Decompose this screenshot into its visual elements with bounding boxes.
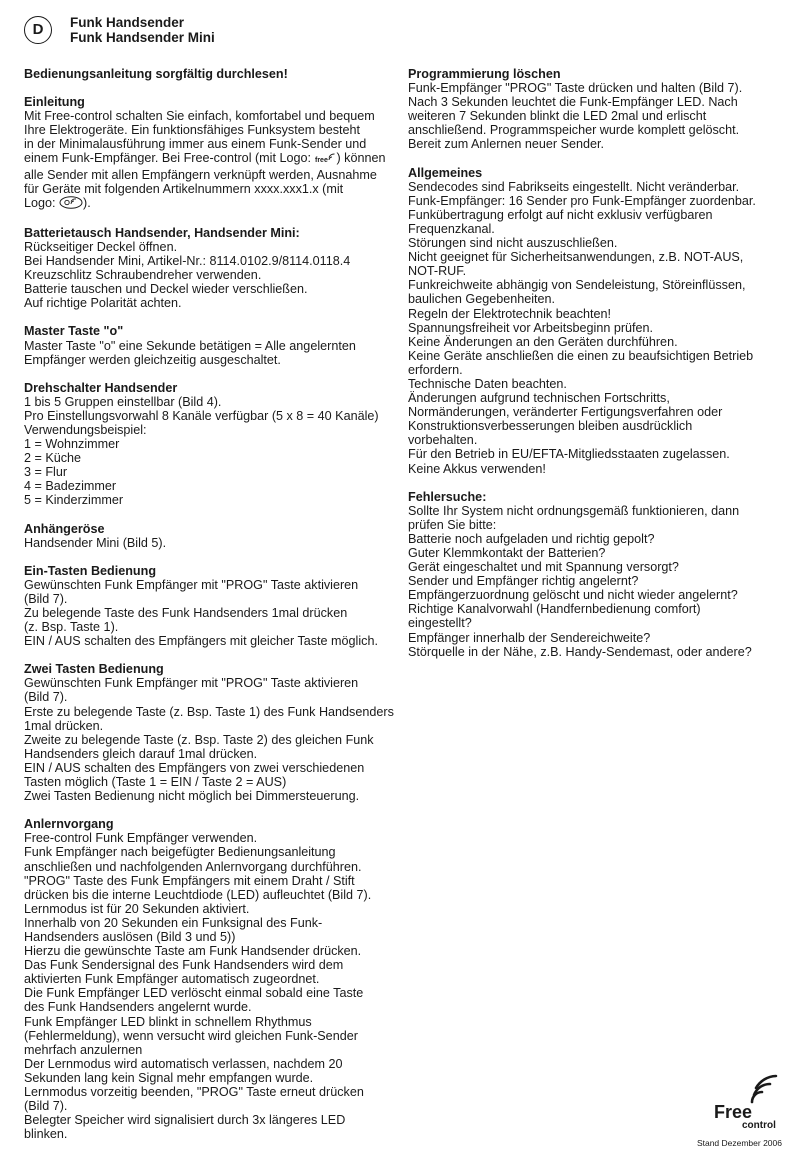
text-line: Empfängerzuordnung gelöscht und nicht wieder angelernt? — [408, 588, 738, 603]
text-line: Rückseitiger Deckel öffnen. — [24, 239, 178, 254]
text-line: Störungen sind nicht auszuschließen. — [408, 236, 618, 251]
free-control-logo — [712, 1072, 778, 1132]
text-line: blinken. — [24, 1127, 68, 1142]
text-line: Zu belegende Taste des Funk Handsenders 1mal drücken — [24, 606, 348, 620]
title-handsender-mini: Funk Handsender Mini — [70, 30, 215, 45]
text-line: anschließend. Programmspeicher wurde komplett gelöscht. — [408, 123, 740, 138]
section-heading: Allgemeines — [408, 165, 483, 180]
text-fragment: ) können — [336, 151, 386, 166]
text-line: weiteren 7 Sekunden blinkt die LED 2mal und erlischt — [408, 109, 707, 124]
text-line: Regeln der Elektrotechnik beachten! — [408, 306, 612, 321]
section-heading: Einleitung — [24, 95, 85, 110]
text-line: Bereit zum Anlernen neuer Sender. — [408, 137, 605, 152]
text-line: Nicht geeignet für Sicherheitsanwendungen, z.B. NOT-AUS, — [408, 250, 744, 265]
text-line: Zweite zu belegende Taste (z. Bsp. Taste 2) des gleichen Funk — [24, 732, 374, 747]
text-line: prüfen Sie bitte: — [408, 517, 497, 532]
text-line: NOT-RUF. — [408, 264, 467, 279]
text-line: vorbehalten. — [408, 433, 478, 448]
text-line: Spannungsfreiheit vor Arbeitsbeginn prüfen. — [408, 320, 654, 335]
text-line: Funk Empfänger nach beigefügter Bedienungsanleitung — [24, 845, 336, 860]
text-line: Zwei Tasten Bedienung nicht möglich bei Dimmersteuerung. — [24, 789, 360, 804]
text-line: Mit Free-control schalten Sie einfach, komfortabel und bequem — [24, 109, 375, 124]
text-line: Sendecodes sind Fabrikseits eingestellt. Nicht veränderbar. — [408, 179, 740, 194]
text-line: (Fehlermeldung), wenn versucht wird gleichen Funk-Sender — [24, 1028, 358, 1043]
section-heading: Programmierung löschen — [408, 67, 561, 81]
text-line: Batterie noch aufgeladen und richtig gepolt? — [408, 531, 655, 546]
text-line: Konstruktionsverbesserungen bleiben ausdrücklich — [408, 419, 693, 434]
text-line: Handsender Mini (Bild 5). — [24, 535, 167, 550]
text-line: Technische Daten beachten. — [408, 376, 567, 391]
text-line: Hierzu die gewünschte Taste am Funk Handsender drücken. — [24, 944, 362, 959]
text-line: Frequenzkanal. — [408, 221, 495, 236]
text-line: 4 = Badezimmer — [24, 479, 117, 494]
text-line: Keine Akkus verwenden! — [408, 461, 546, 476]
text-line: Batterie tauschen und Deckel wieder verschließen. — [24, 282, 308, 297]
title-block — [70, 15, 370, 45]
text-line: Lernmodus ist für 20 Sekunden aktiviert. — [24, 901, 250, 916]
section-anhaengeroese — [24, 522, 392, 550]
intro-section — [24, 67, 392, 81]
title-handsender: Funk Handsender — [70, 15, 185, 30]
text-line: Bei Handsender Mini, Artikel-Nr.: 8114.0102.9/8114.0118.4 — [24, 254, 351, 269]
text-line: Nach 3 Sekunden leuchtet die Funk-Empfänger LED. Nach — [408, 95, 738, 110]
text-line: 1mal drücken. — [24, 718, 104, 733]
section-zwei-tasten — [24, 662, 392, 803]
section-anlernvorgang — [24, 817, 392, 1141]
text-line: Master Taste "o" eine Sekunde betätigen = Alle angelernten — [24, 338, 356, 353]
section-heading: Anlernvorgang — [24, 817, 114, 832]
footer-stand: Stand Dezember 2006 — [696, 1138, 782, 1148]
language-badge: D — [24, 16, 52, 44]
right-column — [408, 67, 790, 673]
text-line: anschließen und nachfolgenden Anlernvorgang durchführen. — [24, 859, 362, 874]
text-line: Funk-Empfänger "PROG" Taste drücken und halten (Bild 7). — [408, 81, 743, 96]
text-line: Sekunden lang kein Signal mehr empfangen wurde. — [24, 1070, 314, 1085]
text-line: Guter Klemmkontakt der Batterien? — [408, 546, 606, 560]
text-fragment: einem Funk-Empfänger. Bei Free-control (mit Logo: — [24, 151, 311, 166]
text-fragment: Logo: — [24, 195, 56, 210]
text-line: Gewünschten Funk Empfänger mit "PROG" Taste aktivieren — [24, 676, 359, 691]
text-line: in der Minimalausführung immer aus einem Funk-Sender und — [24, 137, 367, 152]
section-batterietausch — [24, 226, 392, 311]
text-line: Sollte Ihr System nicht ordnungsgemäß funktionieren, dann — [408, 503, 740, 518]
text-line: Das Funk Sendersignal des Funk Handsenders wird dem — [24, 958, 344, 973]
text-line: Gerät eingeschaltet und mit Spannung versorgt? — [408, 560, 679, 575]
text-line: EIN / AUS schalten des Empfängers mit gleicher Taste möglich. — [24, 634, 378, 649]
text-line: (Bild 7). — [24, 690, 68, 705]
text-line: Auf richtige Polarität achten. — [24, 296, 182, 311]
text-line — [24, 151, 392, 167]
text-line: Keine Änderungen an den Geräten durchführen. — [408, 334, 678, 349]
section-allgemeines — [408, 166, 790, 476]
text-line: Keine Geräte anschließen die einen zu beaufsichtigen Betrieb — [408, 348, 754, 363]
text-line: Ihre Elektrogeräte. Ein funktionsfähiges Funksystem besteht — [24, 123, 361, 138]
text-line: drücken bis die interne Leuchtdiode (LED) aufleuchtet (Bild 7). — [24, 887, 372, 902]
section-fehlersuche — [408, 490, 790, 659]
text-line: Der Lernmodus wird automatisch verlassen, nachdem 20 — [24, 1056, 343, 1071]
text-line: Pro Einstellungsvorwahl 8 Kanäle verfügbar (5 x 8 = 40 Kanäle) — [24, 408, 379, 423]
text-line: Erste zu belegende Taste (z. Bsp. Taste 1) des Funk Handsenders — [24, 704, 394, 719]
text-line: 5 = Kinderzimmer — [24, 493, 124, 508]
text-line: Richtige Kanalvorwahl (Handfernbedienung comfort) — [408, 602, 701, 617]
text-line: Kreuzschlitz Schraubendreher verwenden. — [24, 268, 262, 283]
section-programmierung-loeschen — [408, 67, 790, 152]
section-heading: Ein-Tasten Bedienung — [24, 563, 157, 578]
free-logo-text: free — [315, 157, 329, 165]
free-oval-logo-icon — [59, 196, 83, 212]
text-line: des Funk Handsenders angelernt wurde. — [24, 1000, 252, 1015]
section-drehschalter — [24, 381, 392, 508]
text-line: erfordern. — [408, 362, 463, 377]
text-line: Für den Betrieb in EU/EFTA-Mitgliedsstaaten zugelassen. — [408, 447, 730, 462]
section-heading: Drehschalter Handsender — [24, 380, 178, 395]
text-line: Handsenders auslösen (Bild 3 und 5)) — [24, 929, 236, 944]
text-line: Funkübertragung erfolgt auf nicht exklusiv verfügbaren — [408, 207, 713, 222]
text-line: Die Funk Empfänger LED verlöscht einmal sobald eine Taste — [24, 986, 364, 1001]
text-line: Verwendungsbeispiel: — [24, 422, 147, 437]
section-heading: Anhängeröse — [24, 521, 105, 536]
text-line: Handsenders gleich darauf 1mal drücken. — [24, 746, 258, 761]
logo-word-free: Free — [714, 1102, 753, 1122]
text-line: (Bild 7). — [24, 591, 68, 606]
text-line: 1 = Wohnzimmer — [24, 437, 120, 452]
text-line: Free-control Funk Empfänger verwenden. — [24, 831, 258, 846]
text-line: Gewünschten Funk Empfänger mit "PROG" Taste aktivieren — [24, 577, 359, 592]
text-line: Störquelle in der Nähe, z.B. Handy-Sendemast, oder andere? — [408, 644, 752, 659]
text-line — [24, 196, 392, 212]
section-heading: Fehlersuche: — [408, 489, 487, 504]
text-line: Funk-Empfänger: 16 Sender pro Funk-Empfänger zuordenbar. — [408, 193, 756, 208]
text-line: Sender und Empfänger richtig angelernt? — [408, 574, 639, 589]
text-line: EIN / AUS schalten des Empfängers von zwei verschiedenen — [24, 760, 365, 775]
text-line: Funk Empfänger LED blinkt in schnellem Rhythmus — [24, 1014, 312, 1029]
text-line: Änderungen aufgrund technischen Fortschritts, — [408, 391, 670, 406]
text-line: 2 = Küche — [24, 451, 82, 466]
section-einleitung — [24, 95, 392, 212]
left-column — [24, 67, 392, 1155]
text-line: (z. Bsp. Taste 1). — [24, 620, 119, 635]
section-heading: Zwei Tasten Bedienung — [24, 662, 164, 677]
text-line: baulichen Gegebenheiten. — [408, 292, 556, 307]
text-line: für Geräte mit folgenden Artikelnummern xxxx.xxx1.x (mit — [24, 181, 344, 196]
text-line: 1 bis 5 Gruppen einstellbar (Bild 4). — [24, 394, 222, 409]
free-control-icon — [314, 151, 336, 167]
section-heading: Master Taste "o" — [24, 324, 124, 339]
text-fragment: ). — [83, 195, 91, 210]
text-line: Belegter Speicher wird signalisiert durch 3x längeres LED — [24, 1113, 346, 1128]
text-line: mehrfach anzulernen — [24, 1042, 143, 1057]
section-ein-tasten — [24, 564, 392, 649]
intro-heading: Bedienungsanleitung sorgfältig durchlesen! — [24, 67, 288, 81]
text-line: Tasten möglich (Taste 1 = EIN / Taste 2 = AUS) — [24, 775, 287, 790]
text-line: "PROG" Taste des Funk Empfängers mit einem Draht / Stift — [24, 873, 355, 888]
section-master-taste — [24, 324, 392, 366]
text-line: Empfänger innerhalb der Sendereichweite? — [408, 630, 651, 645]
text-line: Normänderungen, veränderter Fertigungsverfahren oder — [408, 405, 723, 420]
text-line: 3 = Flur — [24, 465, 68, 480]
text-line: aktivierten Funk Empfänger automatisch zugeordnet. — [24, 972, 320, 987]
text-line: Innerhalb von 20 Sekunden ein Funksignal des Funk- — [24, 915, 323, 930]
text-line: Empfänger werden gleichzeitig ausgeschaltet. — [24, 352, 281, 367]
text-line: Funkreichweite abhängig von Sendeleistung, Störeinflüssen, — [408, 278, 746, 293]
logo-word-control: control — [742, 1120, 776, 1131]
text-line: eingestellt? — [408, 616, 472, 631]
section-heading: Batterietausch Handsender, Handsender Mini: — [24, 225, 300, 240]
text-line: (Bild 7). — [24, 1099, 68, 1114]
text-line: Lernmodus vorzeitig beenden, "PROG" Taste erneut drücken — [24, 1085, 364, 1099]
text-line: alle Sender mit allen Empfängern verknüpft werden, Ausnahme — [24, 167, 377, 182]
